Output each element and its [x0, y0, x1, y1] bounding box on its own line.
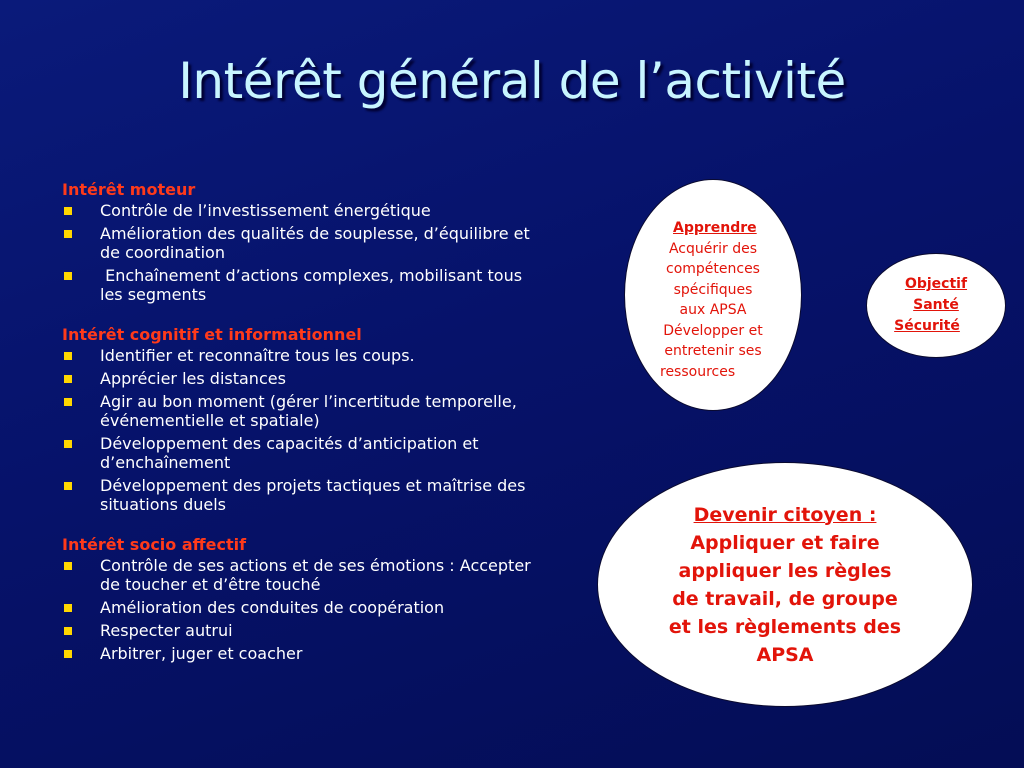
citoyen-line: et les règlements des: [668, 615, 902, 638]
item-text: Agir au bon moment (gérer l’incertitude temporelle, événementielle et spatiale): [100, 392, 517, 430]
list-item: [62, 556, 542, 594]
square-bullet-icon: [64, 604, 72, 612]
apprendre-line: Développer et: [663, 322, 763, 339]
list-item: [62, 644, 542, 663]
square-bullet-icon: [64, 230, 72, 238]
item-text: Contrôle de l’investissement énergétique: [100, 201, 431, 220]
square-bullet-icon: [64, 375, 72, 383]
apprendre-ellipse: [624, 179, 802, 411]
square-bullet-icon: [64, 352, 72, 360]
item-text: Développement des capacités d’anticipation et d’enchaînement: [100, 434, 479, 472]
section-heading: Intérêt socio affectif: [62, 535, 247, 554]
list-item: [62, 434, 542, 472]
list-item: [62, 476, 542, 514]
item-text: Apprécier les distances: [100, 369, 286, 388]
square-bullet-icon: [64, 482, 72, 490]
content-column: [62, 180, 542, 684]
section-heading: Intérêt moteur: [62, 180, 196, 199]
objectif-ellipse: [866, 253, 1006, 358]
bullet-list: [62, 346, 542, 514]
square-bullet-icon: [64, 207, 72, 215]
bullet-list: [62, 556, 542, 663]
securite-text: Sécurité: [894, 318, 960, 334]
list-item: [62, 369, 542, 388]
apprendre-line: ressources: [660, 363, 736, 380]
item-text: Développement des projets tactiques et maîtrise des situations duels: [100, 476, 526, 514]
square-bullet-icon: [64, 627, 72, 635]
objectif-line: [867, 316, 1005, 337]
citoyen-ellipse: [597, 462, 973, 707]
square-bullet-icon: [64, 272, 72, 280]
objectif-line: [867, 295, 1005, 316]
item-text: Arbitrer, juger et coacher: [100, 644, 303, 663]
item-text: Respecter autrui: [100, 621, 233, 640]
section-heading: Intérêt cognitif et informationnel: [62, 325, 362, 344]
item-text: Amélioration des qualités de souplesse, d’équilibre et de coordination: [100, 224, 530, 262]
item-text: Enchaînement d’actions complexes, mobilisant tous les segments: [100, 266, 528, 304]
apprendre-line: entretenir ses: [664, 343, 762, 359]
apprendre-line: aux APSA: [679, 302, 747, 318]
square-bullet-icon: [64, 398, 72, 406]
apprendre-line: spécifiques: [673, 281, 753, 298]
citoyen-line: APSA: [756, 643, 814, 666]
apprendre-heading: Apprendre: [673, 220, 757, 236]
list-item: [62, 346, 542, 365]
list-item: [62, 621, 542, 640]
item-text: Amélioration des conduites de coopération: [100, 598, 445, 617]
citoyen-line: Appliquer et faire: [690, 531, 880, 554]
objectif-line: [867, 274, 1005, 295]
square-bullet-icon: [64, 440, 72, 448]
citoyen-line: de travail, de groupe: [672, 587, 898, 610]
bullet-list: [62, 201, 542, 304]
slide-title: Intérêt général de l’activité: [178, 52, 846, 110]
list-item: [62, 266, 542, 304]
list-item: [62, 392, 542, 430]
section-socio-affectif: [62, 535, 542, 663]
citoyen-heading: Devenir citoyen :: [693, 503, 877, 526]
apprendre-line: compétences: [666, 261, 760, 277]
square-bullet-icon: [64, 650, 72, 658]
item-text: Identifier et reconnaître tous les coups.: [100, 346, 415, 365]
list-item: [62, 201, 542, 220]
list-item: [62, 224, 542, 262]
objectif-text: Objectif: [904, 276, 968, 292]
list-item: [62, 598, 542, 617]
citoyen-line: appliquer les règles: [678, 559, 892, 582]
section-moteur: [62, 180, 542, 304]
apprendre-line: Acquérir des: [668, 240, 758, 257]
sante-text: Santé: [913, 297, 959, 313]
section-cognitif: [62, 325, 542, 514]
item-text: Contrôle de ses actions et de ses émotions : Accepter de toucher et d’être touché: [100, 556, 531, 594]
square-bullet-icon: [64, 562, 72, 570]
